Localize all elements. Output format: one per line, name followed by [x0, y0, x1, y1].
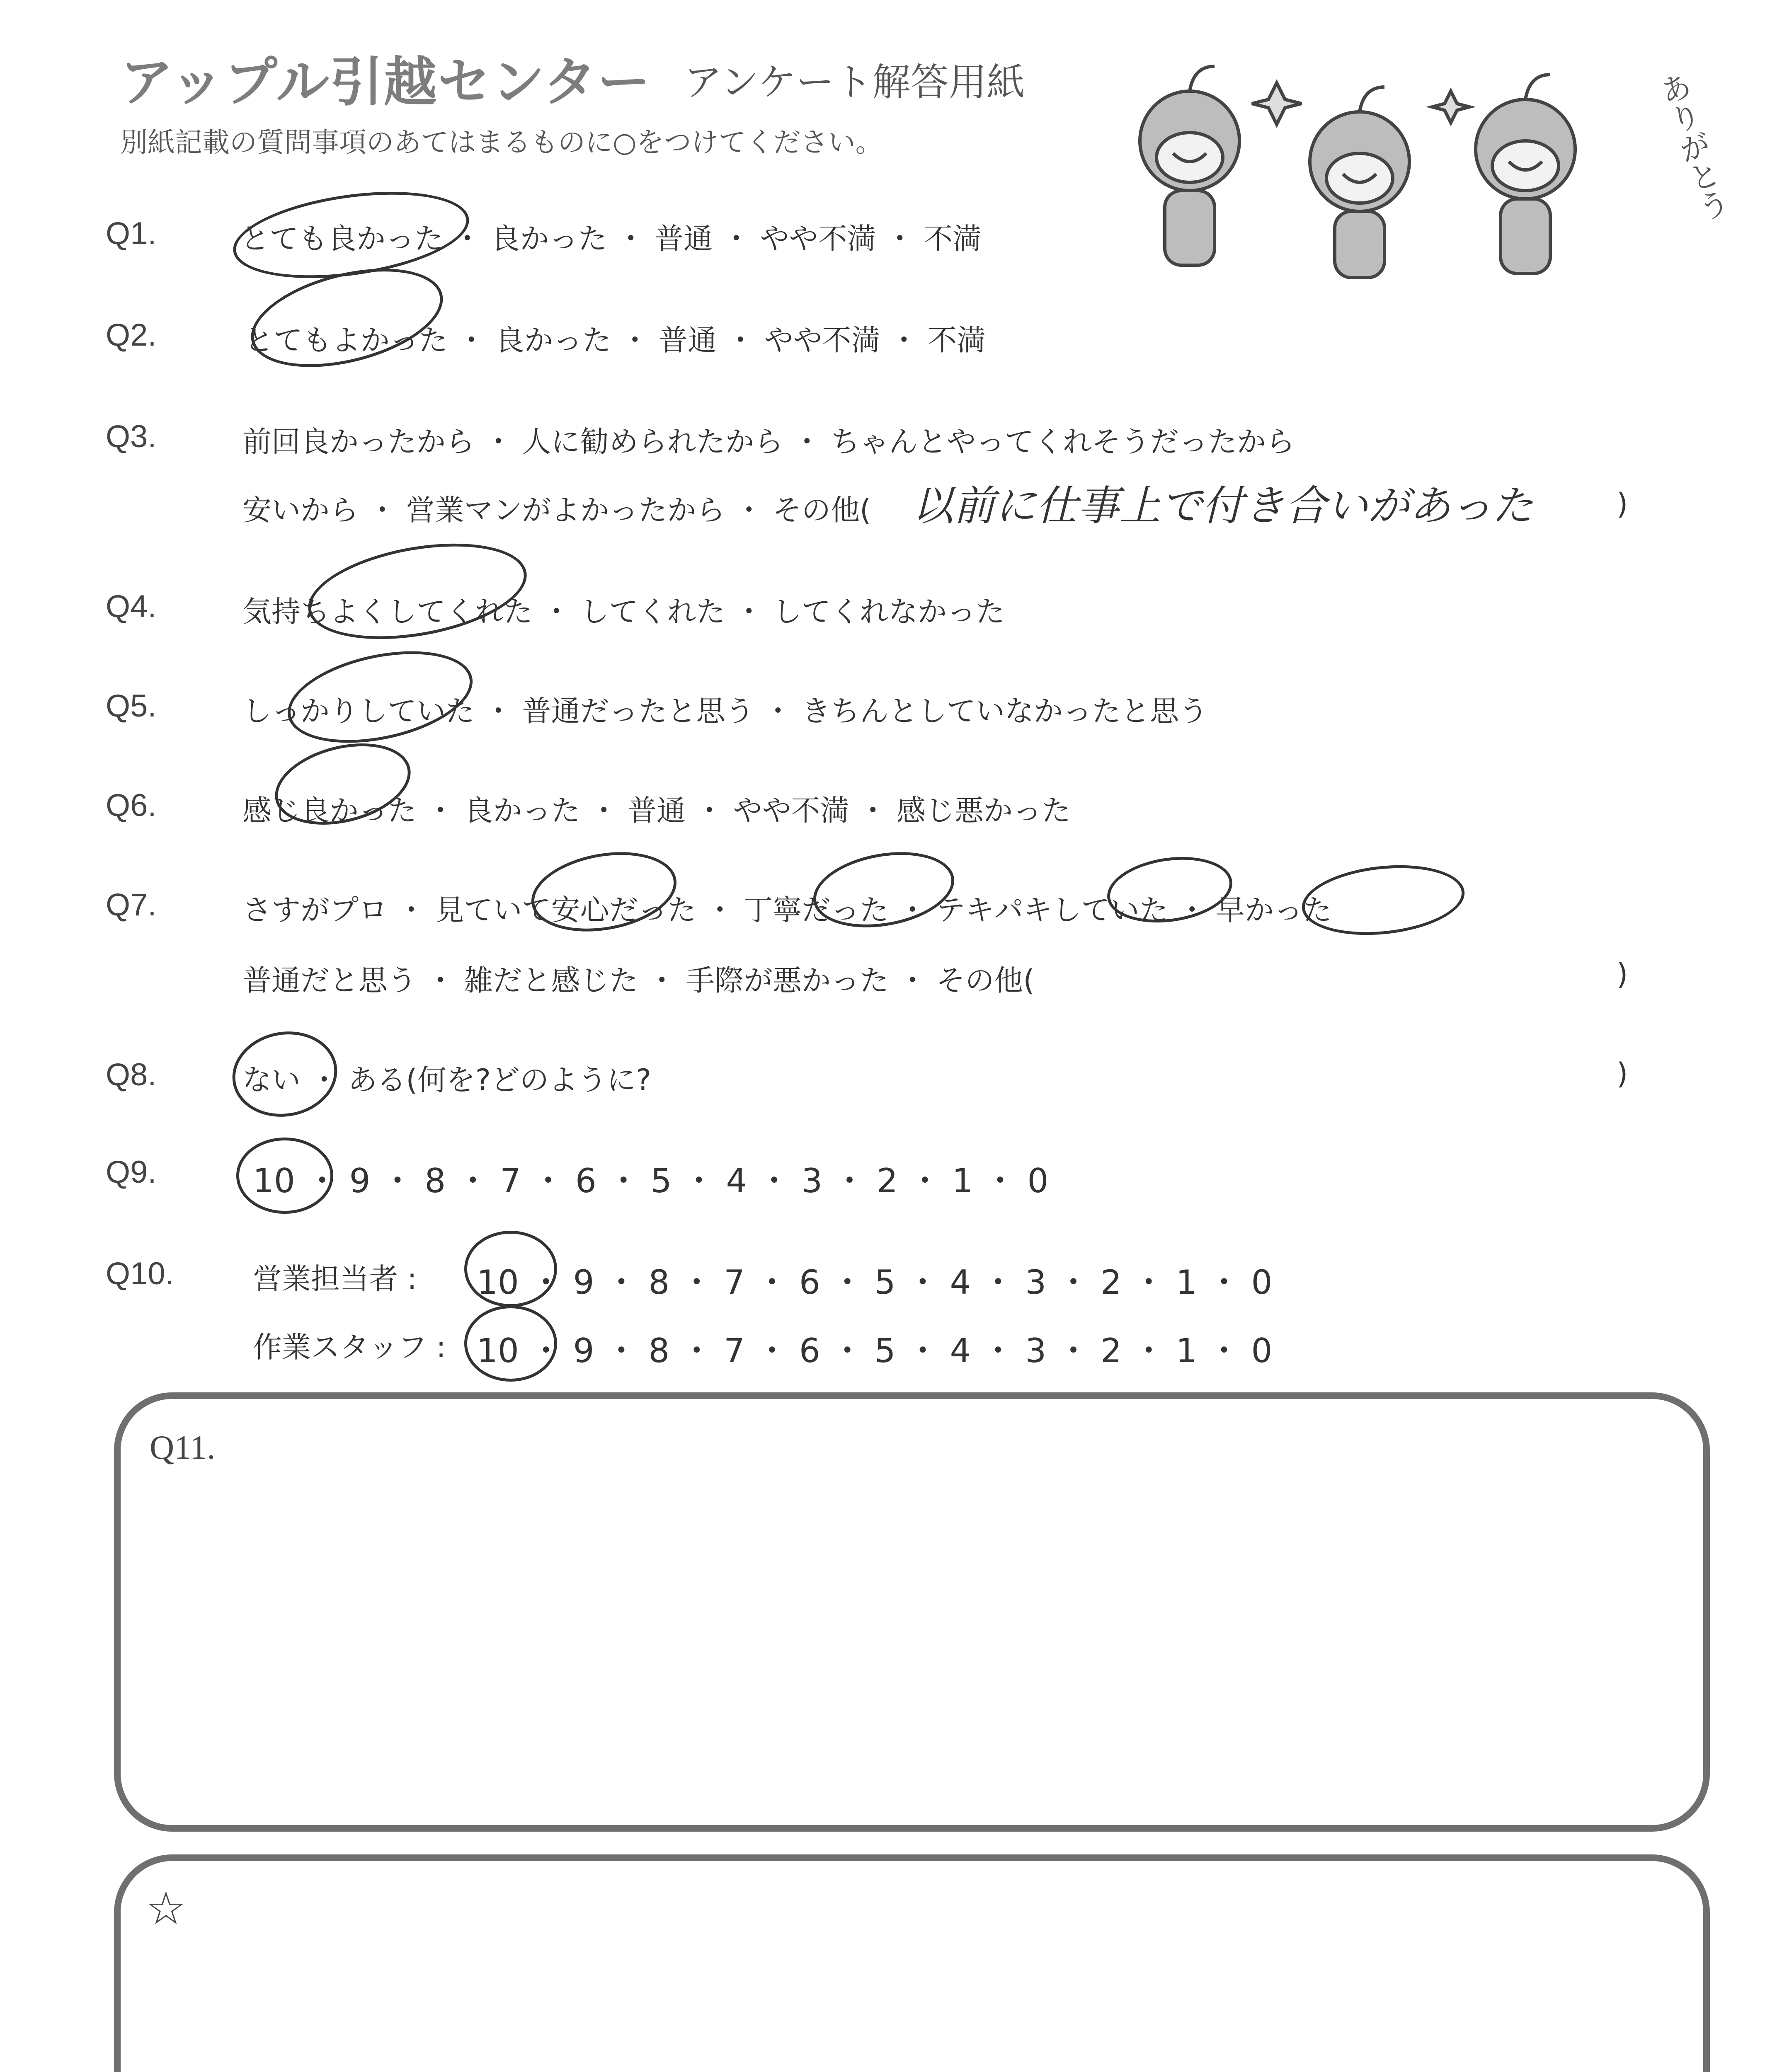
q8-number: Q8. — [106, 1057, 157, 1092]
q2-number: Q2. — [106, 317, 157, 353]
q9-scale: 10 ・ 9 ・ 8 ・ 7 ・ 6 ・ 5 ・ 4 ・ 3 ・ 2 ・ 1 ・ 0 — [253, 1162, 1049, 1200]
q3-close-paren: ) — [1617, 487, 1628, 521]
q5-number: Q5. — [106, 688, 157, 724]
q7-options-line2: 普通だと思う ・ 雑だと感じた ・ 手際が悪かった ・ その他( — [242, 963, 1035, 997]
q9-number: Q9. — [106, 1155, 157, 1190]
q6-number: Q6. — [106, 788, 157, 823]
q7-close-paren: ) — [1617, 957, 1628, 991]
q10-sales-answer-circle — [464, 1231, 557, 1307]
q10-staff-scale: 10 ・ 9 ・ 8 ・ 7 ・ 6 ・ 5 ・ 4 ・ 3 ・ 2 ・ 1 ・ 0 — [477, 1331, 1273, 1370]
q3-other-handwritten: 以前に仕事上で付き合いがあった — [912, 482, 1533, 530]
monkey-mascot-icon — [1127, 58, 1675, 290]
q1-number: Q1. — [106, 216, 157, 251]
mascot-caption: ありがとう — [1651, 68, 1734, 226]
q7-options-line1: さすがプロ ・ 見ていて安心だった ・ 丁寧だった ・ テキパキしていた ・ 早かった — [242, 893, 1332, 927]
q4-number: Q4. — [106, 589, 157, 624]
brand-title: アップル引越センター — [120, 51, 651, 113]
form-subtitle: アンケート解答用紙 — [684, 60, 1025, 104]
q10-staff-label: 作業スタッフ : — [253, 1330, 446, 1364]
q10-staff-answer-circle — [464, 1305, 557, 1382]
q5-options: しっかりしていた ・ 普通だったと思う ・ きちんとしていなかったと思う — [242, 694, 1208, 728]
q8-answer-circle — [225, 1023, 344, 1125]
q6-options: 感じ良かった ・ 良かった ・ 普通 ・ やや不満 ・ 感じ悪かった — [242, 794, 1071, 828]
q1-options: とても良かった ・ 良かった ・ 普通 ・ やや不満 ・ 不満 — [240, 222, 982, 256]
star-comment-box[interactable] — [114, 1854, 1710, 2072]
q4-answer-circle — [301, 528, 534, 654]
q9-answer-circle — [236, 1138, 333, 1214]
instruction-text: 別紙記載の質問事項のあてはまるものに○をつけてください。 — [120, 126, 883, 158]
q2-options: とてもよかった ・ 良かった ・ 普通 ・ やや不満 ・ 不満 — [245, 323, 986, 357]
q8-options: ない ・ ある(何を?どのように? — [242, 1063, 652, 1097]
q7-number: Q7. — [106, 887, 157, 922]
q3-options-line2: 安いから ・ 営業マンがよかったから ・ その他( — [242, 493, 871, 527]
q3-options-line1: 前回良かったから ・ 人に勧められたから ・ ちゃんとやってくれそうだったから — [242, 425, 1295, 459]
q10-sales-scale: 10 ・ 9 ・ 8 ・ 7 ・ 6 ・ 5 ・ 4 ・ 3 ・ 2 ・ 1 ・ 0 — [477, 1263, 1273, 1302]
q10-sales-label: 営業担当者 : — [253, 1262, 417, 1296]
q4-options: 気持ちよくしてくれた ・ してくれた ・ してくれなかった — [242, 595, 1005, 629]
q7-answer-circle-hayakatta — [1299, 858, 1468, 942]
q5-answer-circle — [279, 636, 481, 758]
q10-number: Q10. — [106, 1256, 174, 1291]
star-icon: ☆ — [145, 1883, 187, 1934]
q11-label: Q11. — [150, 1428, 216, 1466]
q8-close-paren: ) — [1617, 1057, 1628, 1091]
q3-number: Q3. — [106, 419, 157, 454]
q11-comment-box[interactable] — [114, 1392, 1710, 1832]
